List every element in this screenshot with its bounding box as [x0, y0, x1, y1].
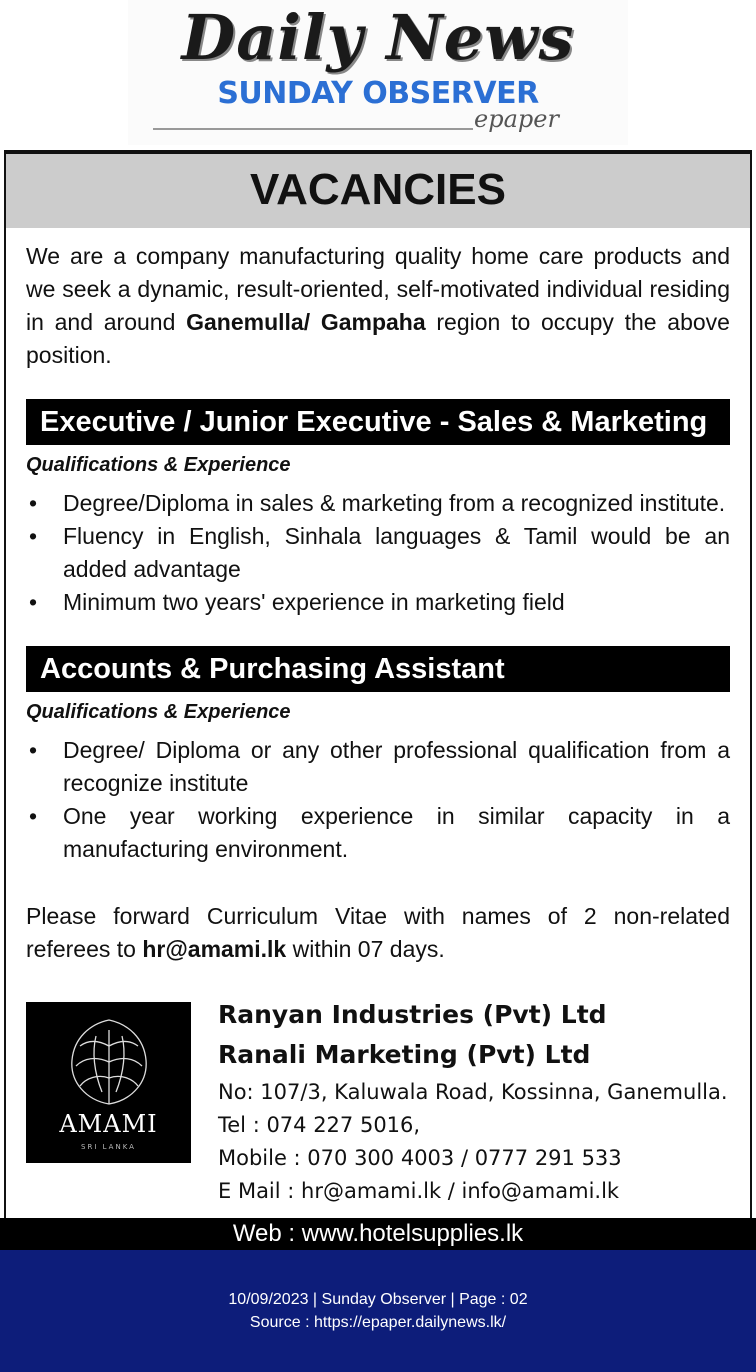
email: E Mail : hr@amami.lk / info@amami.lk [218, 1179, 620, 1203]
list-item: • Minimum two years' experience in marketing field [28, 589, 565, 615]
telephone: Tel : 074 227 5016, [218, 1113, 421, 1137]
position-title: Executive / Junior Executive - Sales & Marketing [26, 399, 730, 445]
apply-instructions [26, 900, 730, 966]
contact-details [218, 1076, 728, 1208]
list-item-text: One year working experience in similar capacity in a manufacturing environment. [63, 803, 730, 862]
qualifications-list [26, 487, 730, 619]
masthead-title: Daily News [181, 1, 575, 74]
logo-subtitle: SRI LANKA [81, 1143, 136, 1151]
footer-source: Source : https://epaper.dailynews.lk/ [249, 1314, 507, 1331]
masthead-rule [153, 128, 473, 130]
footer [0, 1250, 756, 1372]
masthead-logo [128, 0, 628, 145]
list-item: • Degree/Diploma in sales & marketing from a recognized institute. [28, 490, 726, 516]
list-item-text: Fluency in English, Sinhala languages & Tamil would be an added advantage [63, 523, 730, 582]
list-item-text: Minimum two years' experience in marketing field [63, 589, 565, 615]
qualifications-label: Qualifications & Experience [26, 454, 291, 476]
masthead-subtitle: SUNDAY OBSERVER [217, 76, 539, 111]
mobile: Mobile : 070 300 4003 / 0777 291 533 [218, 1146, 622, 1170]
company-logo [26, 1002, 191, 1163]
qualifications-label: Qualifications & Experience [26, 701, 291, 723]
company-name: Ranyan Industries (Pvt) Ltd [218, 1000, 607, 1029]
list-item: • Fluency in English, Sinhala languages & Tamil would be an added advantage [28, 523, 730, 582]
website: Web : www.hotelsupplies.lk [232, 1220, 524, 1247]
qualifications-list [26, 734, 730, 866]
company-name: Ranali Marketing (Pvt) Ltd [218, 1040, 591, 1069]
intro-text-end: region to occupy the above position. [26, 309, 730, 368]
apply-email: hr@amami.lk [142, 936, 287, 962]
vacancies-header [6, 154, 750, 228]
masthead-tag: epaper [474, 105, 559, 133]
intro-paragraph [26, 240, 730, 372]
masthead [0, 0, 756, 150]
list-item: • One year working experience in similar capacity in a manufacturing environment. [28, 803, 730, 862]
position-title: Accounts & Purchasing Assistant [26, 646, 730, 692]
list-item-text: Degree/Diploma in sales & marketing from a recognized institute. [63, 490, 726, 516]
intro-region: Ganemulla/ Gampaha [186, 309, 426, 335]
logo-name: AMAMI [59, 1110, 158, 1138]
leaf-icon [66, 1016, 152, 1108]
list-item: • Degree/ Diploma or any other professional qualification from a recognize institute [28, 737, 730, 796]
apply-text: Please forward Curriculum Vitae with names of 2 non-related referees to [26, 903, 730, 962]
apply-text-end: within 07 days. [286, 936, 445, 962]
vacancies-title: VACANCIES [250, 165, 506, 214]
list-item-text: Degree/ Diploma or any other professional qualification from a recognize institute [63, 737, 730, 796]
web-bar [0, 1218, 756, 1250]
intro-text: We are a company manufacturing quality home care products and we seek a dynamic, result-oriented, self-motivated individual residing in and around [26, 243, 730, 335]
address: No: 107/3, Kaluwala Road, Kossinna, Ganemulla. [218, 1080, 728, 1104]
footer-publication: 10/09/2023 | Sunday Observer | Page : 02 [228, 1291, 528, 1308]
